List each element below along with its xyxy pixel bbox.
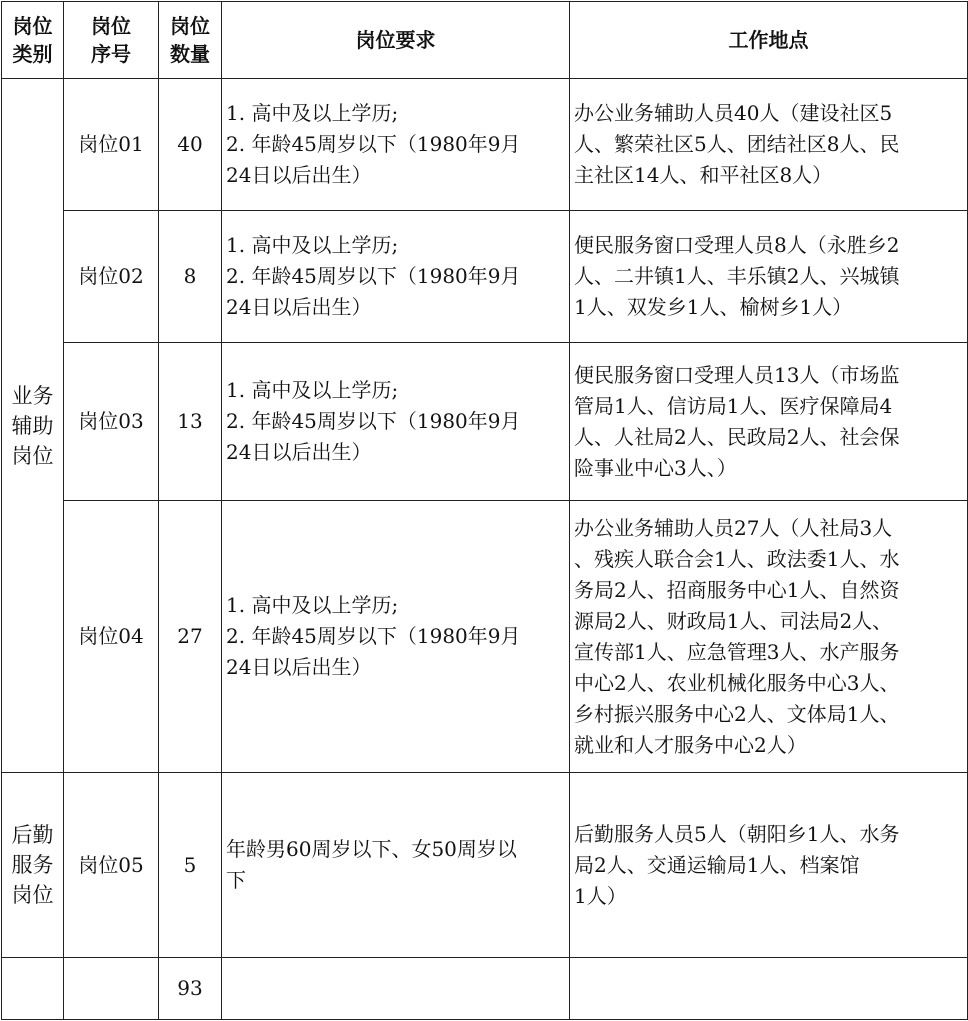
total-count: 93 bbox=[159, 958, 222, 1020]
row-location: 办公业务辅助人员27人（人社局3人 、残疾人联合会1人、政法委1人、水 务局2人、招商服务中心1人、自然资 源局2人、财政局1人、司法局2人、 宣传部1人、应急管理3人、水产服务 中心2人、农业机械化服务中心3人、 乡村振兴服务中心2人、文体局1人、 就业和人才服务中心2人） bbox=[570, 501, 968, 773]
row-code: 岗位03 bbox=[64, 343, 159, 501]
total-empty-requirements bbox=[222, 958, 570, 1020]
row-requirements: 1. 高中及以上学历; 2. 年龄45周岁以下（1980年9月 24日以后出生） bbox=[222, 79, 570, 211]
row-location: 办公业务辅助人员40人（建设社区5 人、繁荣社区5人、团结社区8人、民 主社区14人、和平社区8人） bbox=[570, 79, 968, 211]
table-row bbox=[2, 343, 968, 501]
header-location: 工作地点 bbox=[570, 2, 968, 79]
row-code: 岗位02 bbox=[64, 211, 159, 343]
row-code: 岗位05 bbox=[64, 773, 159, 958]
row-location: 后勤服务人员5人（朝阳乡1人、水务 局2人、交通运输局1人、档案馆 1人） bbox=[570, 773, 968, 958]
header-count: 岗位 数量 bbox=[159, 2, 222, 79]
job-table bbox=[1, 1, 968, 1020]
total-row bbox=[2, 958, 968, 1020]
table-row bbox=[2, 79, 968, 211]
group-business: 业务 辅助 岗位 bbox=[2, 79, 64, 773]
row-location: 便民服务窗口受理人员13人（市场监 管局1人、信访局1人、医疗保障局4 人、人社局2人、民政局2人、社会保 险事业中心3人、） bbox=[570, 343, 968, 501]
table-row bbox=[2, 501, 968, 773]
table-row bbox=[2, 773, 968, 958]
header-category: 岗位 类别 bbox=[2, 2, 64, 79]
row-count: 13 bbox=[159, 343, 222, 501]
row-requirements: 1. 高中及以上学历; 2. 年龄45周岁以下（1980年9月 24日以后出生） bbox=[222, 343, 570, 501]
row-count: 5 bbox=[159, 773, 222, 958]
total-empty-category bbox=[2, 958, 64, 1020]
total-empty-seq bbox=[64, 958, 159, 1020]
row-requirements: 年龄男60周岁以下、女50周岁以 下 bbox=[222, 773, 570, 958]
table-row bbox=[2, 211, 968, 343]
row-location: 便民服务窗口受理人员8人（永胜乡2 人、二井镇1人、丰乐镇2人、兴城镇 1人、双发乡1人、榆树乡1人） bbox=[570, 211, 968, 343]
row-count: 40 bbox=[159, 79, 222, 211]
total-empty-location bbox=[570, 958, 968, 1020]
group-logistics: 后勤 服务 岗位 bbox=[2, 773, 64, 958]
row-requirements: 1. 高中及以上学历; 2. 年龄45周岁以下（1980年9月 24日以后出生） bbox=[222, 501, 570, 773]
row-requirements: 1. 高中及以上学历; 2. 年龄45周岁以下（1980年9月 24日以后出生） bbox=[222, 211, 570, 343]
row-code: 岗位01 bbox=[64, 79, 159, 211]
header-requirements: 岗位要求 bbox=[222, 2, 570, 79]
row-count: 27 bbox=[159, 501, 222, 773]
row-count: 8 bbox=[159, 211, 222, 343]
header-seq: 岗位 序号 bbox=[64, 2, 159, 79]
header-row bbox=[2, 2, 968, 79]
row-code: 岗位04 bbox=[64, 501, 159, 773]
